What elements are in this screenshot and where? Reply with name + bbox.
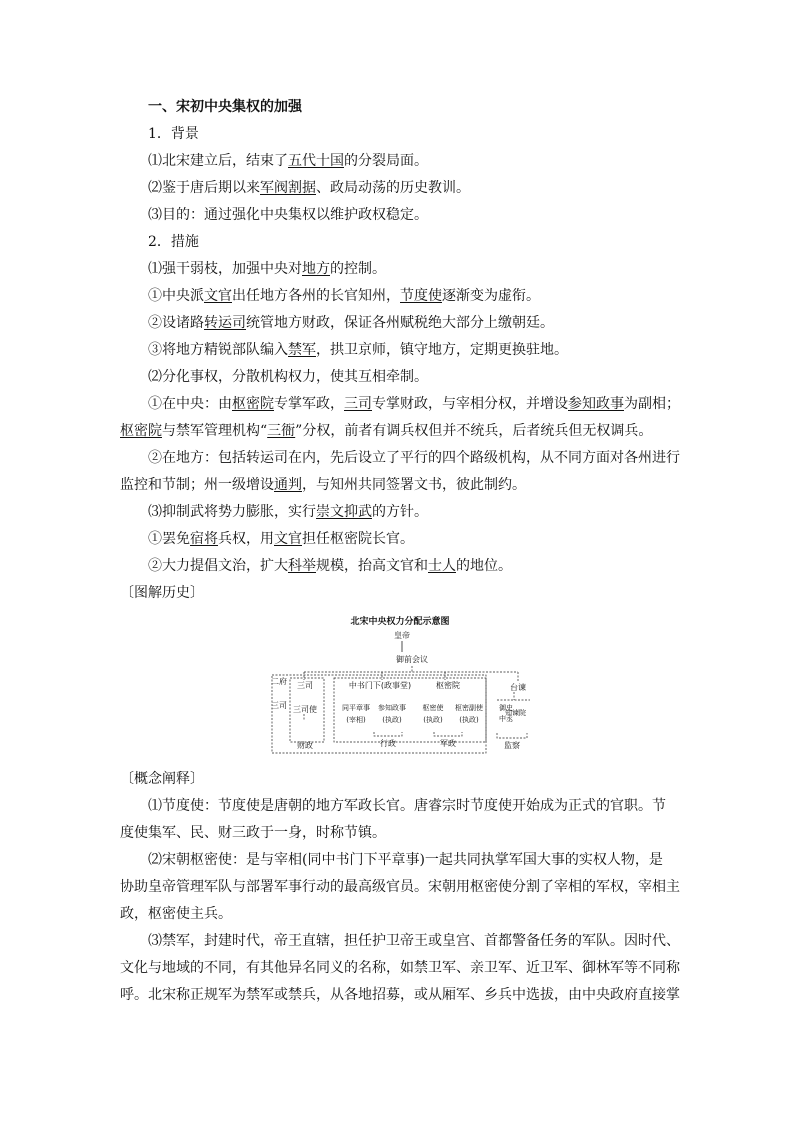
erfu-sansi-label: 三司 [271,701,287,710]
zaixiang-label: (宰相) [346,716,366,724]
concept-3-line1: ⑶禁军，封建时代，帝王直辖，担任护卫帝王或皇宫、首都警备任务的军队。因时代、 [148,933,680,949]
concept-2-line1: ⑵宋朝枢密使：是与宰相(同中书门下平章事)一起共同执掌军国大事的实权人物，是 [148,852,663,868]
measure-1b: ②设诸路转运司统管地方财政，保证各州赋税绝大部分上缴朝廷。 [148,315,554,331]
diagram-title: 北宋中央权力分配示意图 [350,617,450,627]
concept-1-line2: 度使集军、民、财三政于一身，时称节镇。 [120,825,386,841]
measure-1: ⑴强干弱枝，加强中央对地方的控制。 [148,261,386,277]
background-item-1: ⑴北宋建立后，结束了五代十国的分裂局面。 [148,153,428,169]
measure-2: ⑵分化事权，分散机构权力，使其互相牵制。 [148,369,428,385]
council-label: 御前会议 [396,655,428,664]
zhijian-label: 知谏院 [505,709,526,717]
power-distribution-diagram [270,612,530,762]
shumifushi-label: 枢密副使 [455,704,483,712]
measure-2b-line1: ②在地方：包括转运司在内，先后设立了平行的四个路级机构，从不同方面对各州进行 [148,450,680,466]
measure-1c: ③将地方精锐部队编入禁军，拱卫京师，镇守地方，定期更换驻地。 [148,342,568,358]
tongping-label: 同平章事 [342,704,370,712]
concept-2-line3: 政，枢密使主兵。 [120,906,232,922]
subheading-background: 1．背景 [148,126,199,142]
measure-1a: ①中央派文官出任地方各州的长官知州，节度使逐渐变为虚衔。 [148,288,540,304]
administration-label: 行政 [380,739,396,748]
concept-1-line1: ⑴节度使：节度使是唐朝的地方军政长官。唐睿宗时节度使开始成为正式的官职。节 [148,798,666,814]
zhongcheng-label: 中丞 [499,715,513,723]
concept-2-line2: 协助皇帝管理军队与部署军事行动的最高级官员。宋朝用枢密使分割了宰相的军权，宰相主 [120,879,680,895]
supervision-label: 监察 [504,741,520,750]
shumiyuan-label: 枢密院 [436,681,460,690]
military-label: 军政 [440,739,456,748]
shumifushi-role-label: (执政) [459,716,479,724]
sansi-label: 三司 [297,681,313,690]
section-heading: 一、宋初中央集权的加强 [148,99,302,115]
subheading-measures: 2．措施 [148,234,199,250]
canzhi-label: 参知政事 [378,704,406,712]
shumishi-role-label: (执政) [423,716,443,724]
emperor-label: 皇帝 [394,631,410,640]
concept-3-line3: 呼。北宋称正规军为禁军或禁兵，从各地招募，或从厢军、乡兵中选拔，由中央政府直接掌 [120,987,680,1003]
zhongshu-label: 中书门下(政事堂) [348,681,412,690]
yushi-label: 御史 [499,704,513,712]
background-item-2: ⑵鉴于唐后期以来军阀割据、政局动荡的历史教训。 [148,180,470,196]
taijian-label: 台谏 [510,683,526,692]
erfu-label: 二府 [271,677,287,686]
sansi-shi-label: 三司使 [293,705,317,714]
measure-2a-line2: 枢密院与禁军管理机构“三衙”分权，前者有调兵权但并不统兵，后者统兵但无权调兵。 [120,423,653,439]
measure-3a: ①罢免宿将兵权，用文官担任枢密院长官。 [148,531,414,547]
concepts-heading: 〔概念阐释〕 [120,771,204,787]
illustration-heading: 〔图解历史〕 [120,585,204,601]
finance-label: 财政 [297,741,313,750]
measure-2a-line1: ①在中央：由枢密院专掌军政，三司专掌财政，与宰相分权，并增设参知政事为副相； [148,396,680,412]
measure-3: ⑶抑制武将势力膨胀，实行崇文抑武的方针。 [148,504,428,520]
canzhi-role-label: (执政) [382,716,402,724]
measure-2b-line2: 监控和节制；州一级增设通判，与知州共同签署文书，彼此制约。 [120,477,526,493]
shumishi-label: 枢密使 [422,704,444,712]
concept-3-line2: 文化与地域的不同，有其他异名同义的名称，如禁卫军、亲卫军、近卫军、御林军等不同称 [120,960,680,976]
background-item-3: ⑶目的：通过强化中央集权以维护政权稳定。 [148,207,428,223]
measure-3b: ②大力提倡文治，扩大科举规模，抬高文官和士人的地位。 [148,558,512,574]
